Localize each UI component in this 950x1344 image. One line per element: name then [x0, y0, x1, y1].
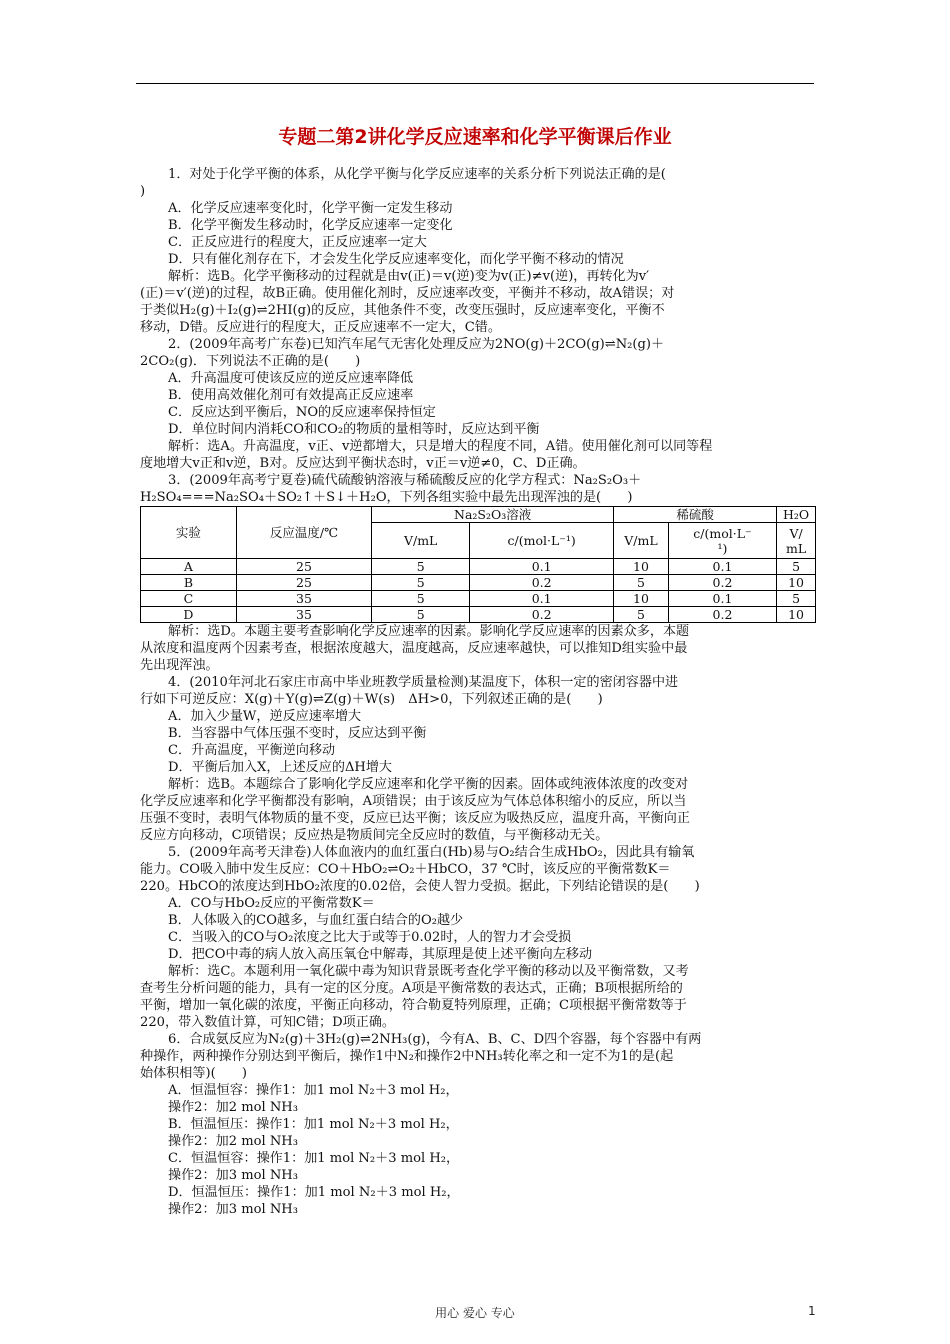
text-line: 解析：选D。本题主要考查影响化学反应速率的因素。影响化学反应速率的因素众多，本题 [168, 624, 690, 639]
text-line: (正)＝v′(逆)的过程，故B正确。使用催化剂时，反应速率改变，平衡并不移动，故A错误；对 [140, 286, 675, 301]
th-water: H₂O [777, 507, 816, 523]
text-line: 5．(2009年高考天津卷)人体血液内的血红蛋白(Hb)易与O₂结合生成HbO₂，因此具有输氧 [168, 845, 695, 860]
text-line: C．恒温恒容：操作1：加1 mol N₂＋3 mol H₂， [168, 1151, 460, 1166]
table-cell: 0.1 [668, 559, 776, 575]
text-line: B．人体吸入的CO越多，与血红蛋白结合的O₂越少 [168, 913, 464, 928]
text-line: 从浓度和温度两个因素考查，根据浓度越大，温度越高，反应速率越快，可以推知D组实验中最 [140, 641, 688, 656]
th-acid-conc: c/(mol·L⁻ ¹) [668, 523, 776, 559]
text-line: 种操作，两种操作分别达到平衡后，操作1中N₂和操作2中NH₃转化率之和一定不为1的是(起 [140, 1049, 674, 1064]
text-line: 解析：选B。化学平衡移动的过程就是由v(正)＝v(逆)变为v(正)≠v(逆)，再转化为v′ [168, 269, 650, 284]
table-cell: 10 [777, 575, 816, 591]
text-line: 度地增大v正和v逆，B对。反应达到平衡状态时，v正＝v逆≠0，C、D正确。 [140, 456, 586, 471]
th-thiosulfate: Na₂S₂O₃溶液 [372, 507, 614, 523]
table-cell: 0.2 [668, 607, 776, 623]
table-cell: 5 [777, 559, 816, 575]
text-line: A．恒温恒容：操作1：加1 mol N₂＋3 mol H₂， [168, 1083, 459, 1098]
text-line: 行如下可逆反应：X(g)＋Y(g)⇌Z(g)＋W(s) ΔH>0，下列叙述正确的是( ) [140, 692, 603, 707]
text-line: D．把CO中毒的病人放入高压氧仓中解毒，其原理是使上述平衡向左移动 [168, 947, 593, 962]
text-line: 操作2：加3 mol NH₃ [168, 1202, 298, 1217]
table-cell: 25 [236, 559, 371, 575]
text-line: 解析：选A。升高温度，v正、v逆都增大，只是增大的程度不同，A错。使用催化剂可以同等程 [168, 439, 713, 454]
text-line: H₂SO₄===Na₂SO₄＋SO₂↑＋S↓＋H₂O，下列各组实验中最先出现浑浊的是( ) [140, 490, 633, 505]
table-row [141, 591, 816, 607]
text-line: 1．对处于化学平衡的体系，从化学平衡与化学反应速率的关系分析下列说法正确的是( [168, 167, 666, 182]
text-line: 220，带入数值计算，可知C错；D项正确。 [140, 1015, 396, 1030]
text-line: 操作2：加3 mol NH₃ [168, 1168, 298, 1183]
table-cell: 5 [372, 575, 470, 591]
page-number: 1 [808, 1304, 816, 1318]
table-cell: 10 [777, 607, 816, 623]
text-line: C．反应达到平衡后，NO的反应速率保持恒定 [168, 405, 436, 420]
th-temperature: 反应温度/℃ [236, 507, 371, 559]
table-cell: 0.2 [668, 575, 776, 591]
text-line: B．使用高效催化剂可有效提高正反应速率 [168, 388, 414, 403]
header-rule [136, 83, 814, 84]
text-line: 于类似H₂(g)＋I₂(g)⇌2HI(g)的反应，其他条件不变，改变压强时，反应速率变化，平衡不 [140, 303, 665, 318]
text-line: 化学反应速率和化学平衡都没有影响，A项错误；由于该反应为气体总体积缩小的反应，所以当 [140, 794, 687, 809]
table-cell: 5 [372, 607, 470, 623]
text-line: 2CO₂(g)．下列说法不正确的是( ) [140, 354, 361, 369]
table-cell: C [141, 591, 237, 607]
text-line: 平衡，增加一氧化碳的浓度，平衡正向移动，符合勒夏特列原理，正确；C项根据平衡常数等于 [140, 998, 687, 1013]
text-line: 移动，D错。反应进行的程度大，正反应速率不一定大，C错。 [140, 320, 501, 335]
table-cell: 0.2 [470, 607, 614, 623]
text-line: 解析：选C。本题利用一氧化碳中毒为知识背景既考查化学平衡的移动以及平衡常数，又考 [168, 964, 689, 979]
text-line: D．只有催化剂存在下，才会发生化学反应速率变化，而化学平衡不移动的情况 [168, 252, 624, 267]
text-line: B．当容器中气体压强不变时，反应达到平衡 [168, 726, 427, 741]
text-line: 2．(2009年高考广东卷)已知汽车尾气无害化处理反应为2NO(g)＋2CO(g)⇌N₂(g)＋ [168, 337, 665, 352]
text-line: 220。HbCO的浓度达到HbO₂浓度的0.02倍，会使人智力受损。据此，下列结论错误的是( ) [140, 879, 700, 894]
table-cell: 0.1 [470, 591, 614, 607]
table-cell: 0.1 [470, 559, 614, 575]
questions-1-3 [140, 166, 816, 506]
table-cell: 35 [236, 607, 371, 623]
th-thio-conc: c/(mol·L⁻¹) [470, 523, 614, 559]
table-cell: A [141, 559, 237, 575]
text-line: 3．(2009年高考宁夏卷)硫代硫酸钠溶液与稀硫酸反应的化学方程式：Na₂S₂O₃＋ [168, 473, 642, 488]
table-cell: 5 [614, 575, 669, 591]
table-row [141, 575, 816, 591]
text-line: D．单位时间内消耗CO和CO₂的物质的量相等时，反应达到平衡 [168, 422, 540, 437]
text-line: C．升高温度，平衡逆向移动 [168, 743, 336, 758]
text-line: 查考生分析问题的能力，具有一定的区分度。A项是平衡常数的表达式，正确；B项根据所给的 [140, 981, 683, 996]
table-cell: 5 [777, 591, 816, 607]
text-line: C．当吸入的CO与O₂浓度之比大于或等于0.02时，人的智力才会受损 [168, 930, 572, 945]
document-body [140, 166, 816, 1218]
text-line: 6．合成氨反应为N₂(g)＋3H₂(g)⇌2NH₃(g)，今有A、B、C、D四个容器，每个容器中有两 [168, 1032, 702, 1047]
text-line: 操作2：加2 mol NH₃ [168, 1100, 298, 1115]
text-line: 操作2：加2 mol NH₃ [168, 1134, 298, 1149]
table-cell: D [141, 607, 237, 623]
th-acid: 稀硫酸 [614, 507, 777, 523]
th-experiment: 实验 [141, 507, 237, 559]
text-line: B．化学平衡发生移动时，化学反应速率一定变化 [168, 218, 453, 233]
table-row [141, 607, 816, 623]
table-cell: 35 [236, 591, 371, 607]
table-cell: 5 [372, 559, 470, 575]
text-line: D．平衡后加入X，上述反应的ΔH增大 [168, 760, 393, 775]
table-cell: 10 [614, 559, 669, 575]
table-cell: 5 [372, 591, 470, 607]
table-row [141, 559, 816, 575]
th-thio-volume: V/mL [372, 523, 470, 559]
text-line: 始体积相等)( ) [140, 1066, 247, 1081]
text-line: 解析：选B。本题综合了影响化学反应速率和化学平衡的因素。固体或纯液体浓度的改变对 [168, 777, 689, 792]
page-footer: 用心 爱心 专心 [435, 1306, 515, 1320]
table-cell: 25 [236, 575, 371, 591]
text-line: 能力。CO吸入肺中发生反应：CO＋HbO₂⇌O₂＋HbCO，37 ℃时，该反应的平衡常数K＝ [140, 862, 671, 877]
page-title: 专题二第2讲化学反应速率和化学平衡课后作业 [278, 126, 672, 148]
table-cell: 0.2 [470, 575, 614, 591]
text-line: C．正反应进行的程度大，正反应速率一定大 [168, 235, 427, 250]
text-line: 4．(2010年河北石家庄市高中毕业班教学质量检测)某温度下，体积一定的密闭容器中进 [168, 675, 679, 690]
th-water-volume: V/ mL [777, 523, 816, 559]
table-cell: 0.1 [668, 591, 776, 607]
text-line: 压强不变时，表明气体物质的量不变，反应已达平衡；该反应为吸热反应，温度升高，平衡向正 [140, 811, 690, 826]
experiment-table [140, 506, 816, 623]
text-line: 反应方向移动，C项错误；反应热是物质间完全反应时的数值，与平衡移动无关。 [140, 828, 609, 843]
text-line: A．CO与HbO₂反应的平衡常数K＝ [168, 896, 375, 911]
table-cell: 5 [614, 607, 669, 623]
table-cell: B [141, 575, 237, 591]
questions-3-6 [140, 623, 816, 1218]
text-line: A．升高温度可使该反应的逆反应速率降低 [168, 371, 414, 386]
text-line: D．恒温恒压：操作1：加1 mol N₂＋3 mol H₂， [168, 1185, 460, 1200]
th-acid-volume: V/mL [614, 523, 669, 559]
text-line: A．化学反应速率变化时，化学平衡一定发生移动 [168, 201, 453, 216]
table-cell: 10 [614, 591, 669, 607]
text-line: B．恒温恒压：操作1：加1 mol N₂＋3 mol H₂， [168, 1117, 459, 1132]
text-line: A．加入少量W，逆反应速率增大 [168, 709, 362, 724]
text-line: ) [140, 184, 146, 199]
text-line: 先出现浑浊。 [140, 658, 219, 673]
